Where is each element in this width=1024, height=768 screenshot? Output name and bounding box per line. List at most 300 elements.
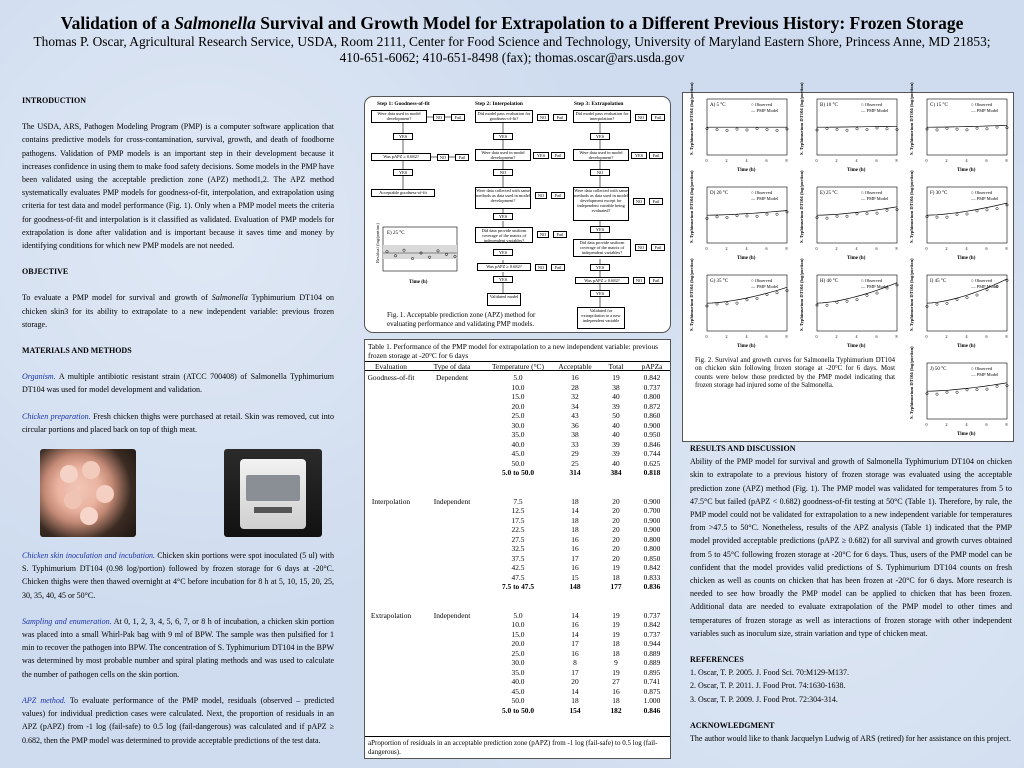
objective-heading: OBJECTIVE (22, 267, 69, 277)
panel-label: J) 50 °C (930, 367, 947, 372)
figure-2-caption: Fig. 2. Survival and growth curves for Salmonella Typhimurium DT104 on chicken skin following frozen storage at -20°C for 6 days. Most counts were below those predicted by the PMP model indicating that frozen storage had injured some of the Salmonella. (695, 357, 895, 389)
fc-fail: Fail (649, 152, 663, 159)
table-cell: 20 (612, 525, 620, 534)
table-cell: 20 (612, 506, 620, 515)
col-header: Acceptable (558, 362, 592, 371)
fc-no: NO (635, 244, 647, 251)
tick-label: 8 (785, 158, 788, 163)
tick-label: 4 (965, 422, 968, 427)
table-cell: 7.5 to 47.5 (501, 582, 535, 591)
tick-label: 4 (745, 158, 748, 163)
fc-yes: YES (493, 249, 513, 256)
panel-label: E) 25 °C (820, 191, 838, 196)
table-cell: 16 (571, 563, 579, 572)
fc-box: Validated for extrapolation to a new independent variable (577, 307, 625, 329)
table-row (365, 668, 670, 678)
mini-panel-label: E) 25 °C (387, 231, 405, 236)
sampling-paragraph: Sampling and enumeration. At 0, 1, 2, 3, 4, 5, 6, 7, or 8 h of incubation, a chicken skin portion was placed into a small Whirl-Pak bag with 9 ml of BPW. The sample was then pulsified for 1 min to recover the pathogen into BPW. The concentration of S. Typhimurium DT104 in the BPW was determined by most probable number and spiral plating methods and was used to calculate the number of pathogen cells on the skin portion. (22, 616, 334, 679)
table-row (365, 392, 670, 402)
fc-yes: YES (493, 276, 513, 283)
table-cell: 0.846 (643, 439, 661, 449)
table-row (365, 611, 670, 621)
table-cell: 16 (571, 544, 579, 553)
table-cell: 19 (612, 629, 620, 639)
tick-label: 8 (1005, 246, 1008, 251)
pulsifier-photo (224, 449, 322, 537)
table-cell: 15.0 (511, 629, 525, 639)
tick-label: 2 (835, 158, 838, 163)
fc-box: Did model pass evaluation for goodness-of-fit? (475, 110, 533, 123)
table-cell: 17 (571, 553, 579, 563)
fc-fail: Fail (553, 231, 567, 238)
table-cell: 154 (569, 705, 581, 715)
tick-label: 4 (745, 334, 748, 339)
fc-box: Did model pass evaluation for interpolation? (573, 110, 631, 123)
methods-heading: MATERIALS AND METHODS (22, 346, 132, 356)
photo-row (22, 449, 334, 541)
growth-panel (689, 258, 788, 349)
fc-no: NO (633, 277, 645, 284)
table-cell: 30.0 (511, 420, 525, 430)
fc-no: NO (535, 264, 547, 271)
step3-label: Step 3: Extrapolation (574, 101, 624, 107)
tick-label: 8 (785, 334, 788, 339)
table-cell: 18 (612, 639, 620, 648)
table-cell: 20.0 (511, 401, 525, 411)
table-row (365, 383, 670, 393)
tick-label: 8 (1005, 334, 1008, 339)
author-line-1: Thomas P. Oscar, Agricultural Research Service, USDA, Room 2111, Center for Food Science and Technology, University of Maryland Eastern Shore, Princess Anne, MD 21853; (33, 34, 991, 49)
table-cell: 19 (612, 667, 620, 677)
growth-panel (909, 258, 1008, 349)
fc-yes: YES (590, 290, 610, 297)
tick-label: 2 (725, 334, 728, 339)
table-row (365, 677, 670, 687)
fc-fail: Fail (551, 264, 565, 271)
poster-header (0, 12, 1024, 66)
fc-no: NO (537, 114, 549, 121)
residual-mini-plot (369, 223, 465, 289)
table-cell: 0.850 (643, 553, 661, 563)
fc-yes: YES (393, 169, 413, 176)
legend-observed: ○ Observed (751, 102, 773, 107)
table-row (365, 639, 670, 649)
col-header: Type of data (433, 362, 471, 371)
col-header: Total (608, 362, 624, 371)
reference-item: 1. Oscar, T. P. 2005. J. Food Sci. 70:M129-M137. (690, 668, 849, 678)
table-cell: 0.625 (643, 458, 661, 468)
fc-box: Were data collected with same methods as data used in model development except for independent variable being evaluated? (573, 187, 629, 221)
fc-no: NO (437, 154, 449, 161)
tick-label: 2 (725, 246, 728, 251)
ack-text: The author would like to thank Jacquelyn Ludwig of ARS (retired) for her assistance on this project. (690, 734, 1012, 744)
panel-xlabel: Time (h) (847, 344, 866, 349)
fc-box: Were data used in model development? (371, 110, 427, 123)
tick-label: 0 (705, 158, 708, 163)
table-cell: 0.842 (643, 373, 661, 382)
fc-fail: Fail (649, 277, 663, 284)
table-cell: 15.0 (511, 392, 525, 401)
panel-label: I) 45 °C (930, 279, 947, 284)
tick-label: 2 (835, 334, 838, 339)
table-cell: 43 (571, 411, 579, 420)
table-cell: 20 (571, 677, 579, 686)
table-cell: 18 (571, 515, 579, 525)
fc-no: NO (537, 231, 549, 238)
fc-fail: Fail (553, 114, 567, 121)
panel-label: D) 20 °C (710, 191, 729, 196)
tick-label: 0 (925, 246, 928, 251)
tick-label: 4 (855, 334, 858, 339)
table-cell: Goodness-of-fit (367, 373, 415, 382)
table-cell: 1.000 (643, 696, 661, 705)
growth-panel (909, 82, 1008, 173)
panel-label: H) 40 °C (820, 279, 839, 284)
table-row (365, 658, 670, 668)
table-row (365, 516, 670, 526)
legend-pmp: — PMP Model (971, 196, 999, 201)
legend-observed: ○ Observed (971, 278, 993, 283)
table-cell: 27.5 (511, 534, 525, 544)
fc-yes: YES (590, 133, 610, 140)
table-cell: 20.0 (511, 639, 525, 648)
table-cell: 14 (571, 610, 579, 620)
author-line-2: 410-651-6062; 410-651-8498 (fax); thomas.oscar@ars.usda.gov (339, 50, 685, 65)
panel-ylabel: S. Typhimurium DT104 (log/portion) (689, 82, 694, 155)
fc-no: NO (633, 198, 645, 205)
table-cell: 35.0 (511, 430, 525, 439)
table-cell: 12.5 (511, 506, 525, 515)
fc-no: NO (635, 114, 647, 121)
table-row (365, 506, 670, 516)
table-cell: 0.842 (643, 563, 661, 572)
table-cell: 37.5 (511, 553, 525, 563)
fc-yes: YES (590, 264, 610, 271)
table-row (365, 430, 670, 440)
table-cell: 14 (571, 686, 579, 696)
panel-xlabel: Time (h) (957, 168, 976, 173)
legend-pmp: — PMP Model (751, 196, 779, 201)
legend-pmp: — PMP Model (971, 284, 999, 289)
table-cell: 0.833 (643, 572, 661, 582)
panel-label: B) 10 °C (820, 103, 838, 108)
table-cell: 27 (612, 677, 620, 686)
table-cell: 5.0 to 50.0 (501, 705, 535, 715)
table-cell: 10.0 (511, 620, 525, 629)
legend-pmp: — PMP Model (861, 108, 889, 113)
legend-pmp: — PMP Model (971, 108, 999, 113)
table-cell: 18 (612, 648, 620, 658)
table-cell: 40.0 (511, 677, 525, 686)
panel-ylabel: S. Typhimurium DT104 (log/portion) (799, 258, 804, 331)
panel-ylabel: S. Typhimurium DT104 (log/portion) (689, 258, 694, 331)
left-column (22, 94, 334, 760)
table-row (365, 687, 670, 697)
fc-box: Were data used in model development? (573, 149, 629, 161)
table-cell: 17 (571, 639, 579, 648)
table-row (365, 563, 670, 573)
table-cell: 0.895 (643, 667, 661, 677)
growth-panel (689, 170, 788, 261)
growth-panel (799, 258, 898, 349)
table-cell: 17.5 (511, 515, 525, 525)
table-cell: 16 (571, 373, 579, 382)
legend-observed: ○ Observed (861, 190, 883, 195)
poster-title: Validation of a Salmonella Survival and Growth Model for Extrapolation to a Different Previous History: Frozen Storage (60, 13, 964, 33)
tick-label: 0 (815, 246, 818, 251)
table-cell: 18 (612, 696, 620, 705)
table-cell: 14 (571, 629, 579, 639)
fc-no: NO (590, 169, 610, 176)
tick-label: 8 (895, 334, 898, 339)
table-1-title: Table 1. Performance of the PMP model for extrapolation to a new independent variable: previous frozen storage at -20°C for 6 days (368, 342, 659, 360)
tick-label: 8 (785, 246, 788, 251)
table-cell: 0.737 (643, 610, 661, 620)
tick-label: 4 (745, 246, 748, 251)
tick-label: 4 (965, 246, 968, 251)
mini-ylabel: Residual (log/portion) (375, 223, 380, 263)
table-cell: 0.846 (643, 705, 661, 715)
table-cell: 50 (612, 411, 620, 420)
fc-box: Did data provide uniform coverage of the matrix of independent variables? (475, 227, 533, 243)
reference-item: 2. Oscar, T. P. 2011. J. Food Prot. 74:1630-1638. (690, 681, 846, 691)
table-header-row (365, 361, 670, 371)
table-cell: 15 (571, 572, 579, 582)
tick-label: 6 (985, 422, 988, 427)
table-cell: 20 (612, 544, 620, 553)
table-row (365, 449, 670, 459)
table-cell: 28 (571, 382, 579, 392)
table-row (365, 459, 670, 469)
figure-1-flowchart (364, 96, 671, 333)
tick-label: 0 (815, 334, 818, 339)
table-cell: 18 (612, 572, 620, 582)
reference-item: 3. Oscar, T. P. 2009. J. Food Prot. 72:304-314. (690, 694, 838, 704)
panel-ylabel: S. Typhimurium DT104 (log/portion) (689, 170, 694, 243)
table-cell: 8 (573, 658, 577, 667)
table-cell: 18 (571, 525, 579, 534)
col-header: pAPZa (641, 362, 663, 371)
table-row (365, 421, 670, 431)
table-cell: 0.800 (643, 534, 661, 544)
table-cell: 16 (571, 648, 579, 658)
table-cell: 0.842 (643, 620, 661, 629)
legend-observed: ○ Observed (971, 366, 993, 371)
table-1 (364, 339, 671, 759)
table-row (365, 620, 670, 630)
growth-panel (799, 82, 898, 173)
table-cell: 40 (612, 420, 620, 430)
fc-no: NO (535, 192, 547, 199)
inoculation-paragraph: Chicken skin inoculation and incubation. Chicken skin portions were spot inoculated (5 ul) with S. Typhimurium DT104 (0.98 log/portion) followed by frozen storage for 6 days at -20°C. Chicken thighs were then thawed overnight at 4°C before incubation for 8 h at 5, 10, 15, 20, 25, 30, 35, 40, 45 or 50°C. (22, 551, 334, 600)
table-cell: 38 (571, 430, 579, 439)
table-cell: 18 (571, 696, 579, 705)
legend-observed: ○ Observed (971, 190, 993, 195)
fc-yes: YES (493, 133, 513, 140)
panel-ylabel: S. Typhimurium DT104 (log/portion) (799, 82, 804, 155)
table-cell: 0.800 (643, 392, 661, 401)
fc-fail: Fail (651, 244, 665, 251)
panel-xlabel: Time (h) (737, 344, 756, 349)
table-cell: 50.0 (511, 458, 525, 468)
tick-label: 6 (875, 246, 878, 251)
tick-label: 8 (1005, 422, 1008, 427)
table-cell: 20 (612, 534, 620, 544)
table-cell: 16 (571, 620, 579, 629)
tick-label: 2 (945, 422, 948, 427)
table-cell: 0.860 (643, 411, 661, 420)
references-heading: REFERENCES (690, 655, 744, 665)
table-cell: 0.900 (643, 420, 661, 430)
table-cell: 0.944 (643, 639, 661, 648)
table-cell: 16 (612, 686, 620, 696)
legend-observed: ○ Observed (971, 102, 993, 107)
table-row (365, 525, 670, 535)
table-cell: 0.889 (643, 648, 661, 658)
fc-fail: Fail (651, 114, 665, 121)
table-cell: 0.900 (643, 496, 661, 506)
table-total-row (365, 706, 670, 716)
objective-text: To evaluate a PMP model for survival and growth of Salmonella Typhimurium DT104 on chicken skin3 for its ability to extrapolate to a new independent variable: previous frozen storage. (22, 293, 335, 329)
table-cell: 29 (571, 449, 579, 458)
fc-yes: YES (493, 213, 513, 220)
table-cell: 19 (612, 620, 620, 629)
table-row (365, 440, 670, 450)
chicken-skin-photo (40, 449, 136, 537)
tick-label: 8 (895, 158, 898, 163)
tick-label: 6 (765, 246, 768, 251)
tick-label: 8 (895, 246, 898, 251)
table-cell: 34 (571, 401, 579, 411)
panel-ylabel: S. Typhimurium DT104 (log/portion) (909, 170, 914, 243)
table-cell: 39 (612, 449, 620, 458)
chicken-paragraph: Chicken preparation. Fresh chicken thighs were purchased at retail. Skin was removed, cut into circular portions and placed back on top of thigh meat. (22, 411, 334, 434)
tick-label: 4 (855, 246, 858, 251)
legend-observed: ○ Observed (751, 278, 773, 283)
table-cell: 20 (612, 553, 620, 563)
col-header: Temperature (°C) (492, 362, 544, 371)
table-cell: 36 (571, 420, 579, 430)
tick-label: 2 (945, 334, 948, 339)
results-heading: RESULTS AND DISCUSSION (690, 444, 796, 453)
table-cell: 14 (571, 506, 579, 515)
tick-label: 2 (945, 158, 948, 163)
table-cell: 0.744 (643, 449, 661, 458)
tick-label: 4 (965, 158, 968, 163)
figure-1-caption: Fig. 1. Acceptable prediction zone (APZ) method for evaluating performance and validating PMP models. (387, 311, 536, 328)
tick-label: 0 (705, 334, 708, 339)
table-cell: 10.0 (511, 382, 525, 392)
table-cell: 5.0 (513, 373, 523, 382)
table-cell: 5.0 (513, 610, 523, 620)
tick-label: 0 (925, 158, 928, 163)
fc-no: NO (493, 169, 513, 176)
table-cell: 384 (610, 468, 622, 477)
fc-box: Validated model (487, 293, 521, 306)
table-cell: 19 (612, 563, 620, 572)
tick-label: 0 (815, 158, 818, 163)
legend-pmp: — PMP Model (751, 284, 779, 289)
fc-box: Were data used in model development? (475, 149, 531, 161)
table-cell: 0.741 (643, 677, 661, 686)
right-column (690, 442, 1012, 745)
table-cell: Interpolation (371, 496, 411, 506)
legend-pmp: — PMP Model (861, 196, 889, 201)
panel-xlabel: Time (h) (737, 256, 756, 261)
table-cell: 20 (612, 515, 620, 525)
table-cell: 148 (569, 582, 581, 591)
tick-label: 6 (985, 334, 988, 339)
table-cell: 5.0 to 50.0 (501, 468, 535, 477)
fc-box: Acceptable goodness-of-fit (371, 189, 435, 197)
table-cell: Independent (433, 610, 471, 620)
table-cell: 19 (612, 610, 620, 620)
table-cell: 40.0 (511, 439, 525, 449)
table-cell: 7.5 (513, 496, 523, 506)
growth-panel (909, 346, 1008, 437)
tick-label: 2 (725, 158, 728, 163)
fc-fail: Fail (451, 114, 465, 121)
table-footnote: aProportion of residuals in an acceptable prediction zone (pAPZ) from -1 log (fail-safe) to 0.5 log (fail-dangerous). (368, 739, 658, 756)
tick-label: 0 (705, 246, 708, 251)
table-row (365, 630, 670, 640)
legend-observed: ○ Observed (861, 278, 883, 283)
legend-pmp: — PMP Model (861, 284, 889, 289)
intro-text: The USDA, ARS, Pathogen Modeling Program (PMP) is a computer software application that contains predictive models for cross-contamination, survival, growth, and death of foodborne pathogens. Validation of PMP models is an important step in their development because it increases confidence in using them to make food safety decisions. Some models in the PMP have been validated using the acceptable prediction zone (APZ) method1,2. The APZ method systematically evaluates PMP models for goodness-of-fit, interpolation, and extrapolation using criteria for test data and model performance (Fig. 1). Only when a PMP model meets the criteria for goodness-of-fit and interpolation is it classified as validated. Evaluation of PMP models for extrapolation is done after validation and is important because it saves time and money by identifying conditions for which new PMP models are not needed. (22, 122, 334, 251)
panel-ylabel: S. Typhimurium DT104 (log/portion) (799, 170, 804, 243)
tick-label: 6 (765, 334, 768, 339)
table-cell: 22.5 (511, 525, 525, 534)
legend-observed: ○ Observed (861, 102, 883, 107)
fc-yes: YES (590, 226, 610, 233)
panel-label: F) 30 °C (930, 191, 948, 196)
organism-paragraph: Organism. A multiple antibiotic resistant strain (ATCC 700408) of Salmonella Typhimurium DT104 was used for model development and validation. (22, 372, 334, 395)
fc-box: Was pAPZ ≥ 0.682? (477, 263, 531, 271)
table-cell: 0.875 (643, 686, 661, 696)
table-cell: 45.0 (511, 686, 525, 696)
mini-xlabel: Time (h) (409, 280, 428, 285)
fc-box: Was pAPZ ≥ 0.682? (575, 277, 629, 284)
panel-xlabel: Time (h) (737, 168, 756, 173)
ack-heading: ACKNOWLEDGMENT (690, 720, 775, 730)
table-cell: 25.0 (511, 648, 525, 658)
table-cell: 32.5 (511, 544, 525, 553)
table-cell: 9 (614, 658, 618, 667)
tick-label: 2 (945, 246, 948, 251)
table-cell: 0.900 (643, 515, 661, 525)
fc-fail: Fail (455, 154, 469, 161)
intro-heading: INTRODUCTION (22, 96, 87, 105)
fc-fail: Fail (551, 192, 565, 199)
fc-no: NO (433, 114, 445, 121)
table-cell: 182 (610, 705, 622, 715)
legend-observed: ○ Observed (751, 190, 773, 195)
table-cell: 16 (571, 534, 579, 544)
table-cell: 25.0 (511, 411, 525, 420)
fc-fail: Fail (649, 198, 663, 205)
col-header: Evaluation (374, 362, 408, 371)
table-cell: 18 (571, 496, 579, 506)
panel-xlabel: Time (h) (957, 344, 976, 349)
fc-fail: Fail (551, 152, 565, 159)
table-row (365, 373, 670, 383)
tick-label: 6 (875, 334, 878, 339)
step1-label: Step 1: Goodness-of-fit (377, 101, 430, 107)
table-cell: 25 (571, 458, 579, 468)
table-cell: 32 (571, 392, 579, 401)
table-row (365, 696, 670, 706)
table-cell: 0.950 (643, 430, 661, 439)
